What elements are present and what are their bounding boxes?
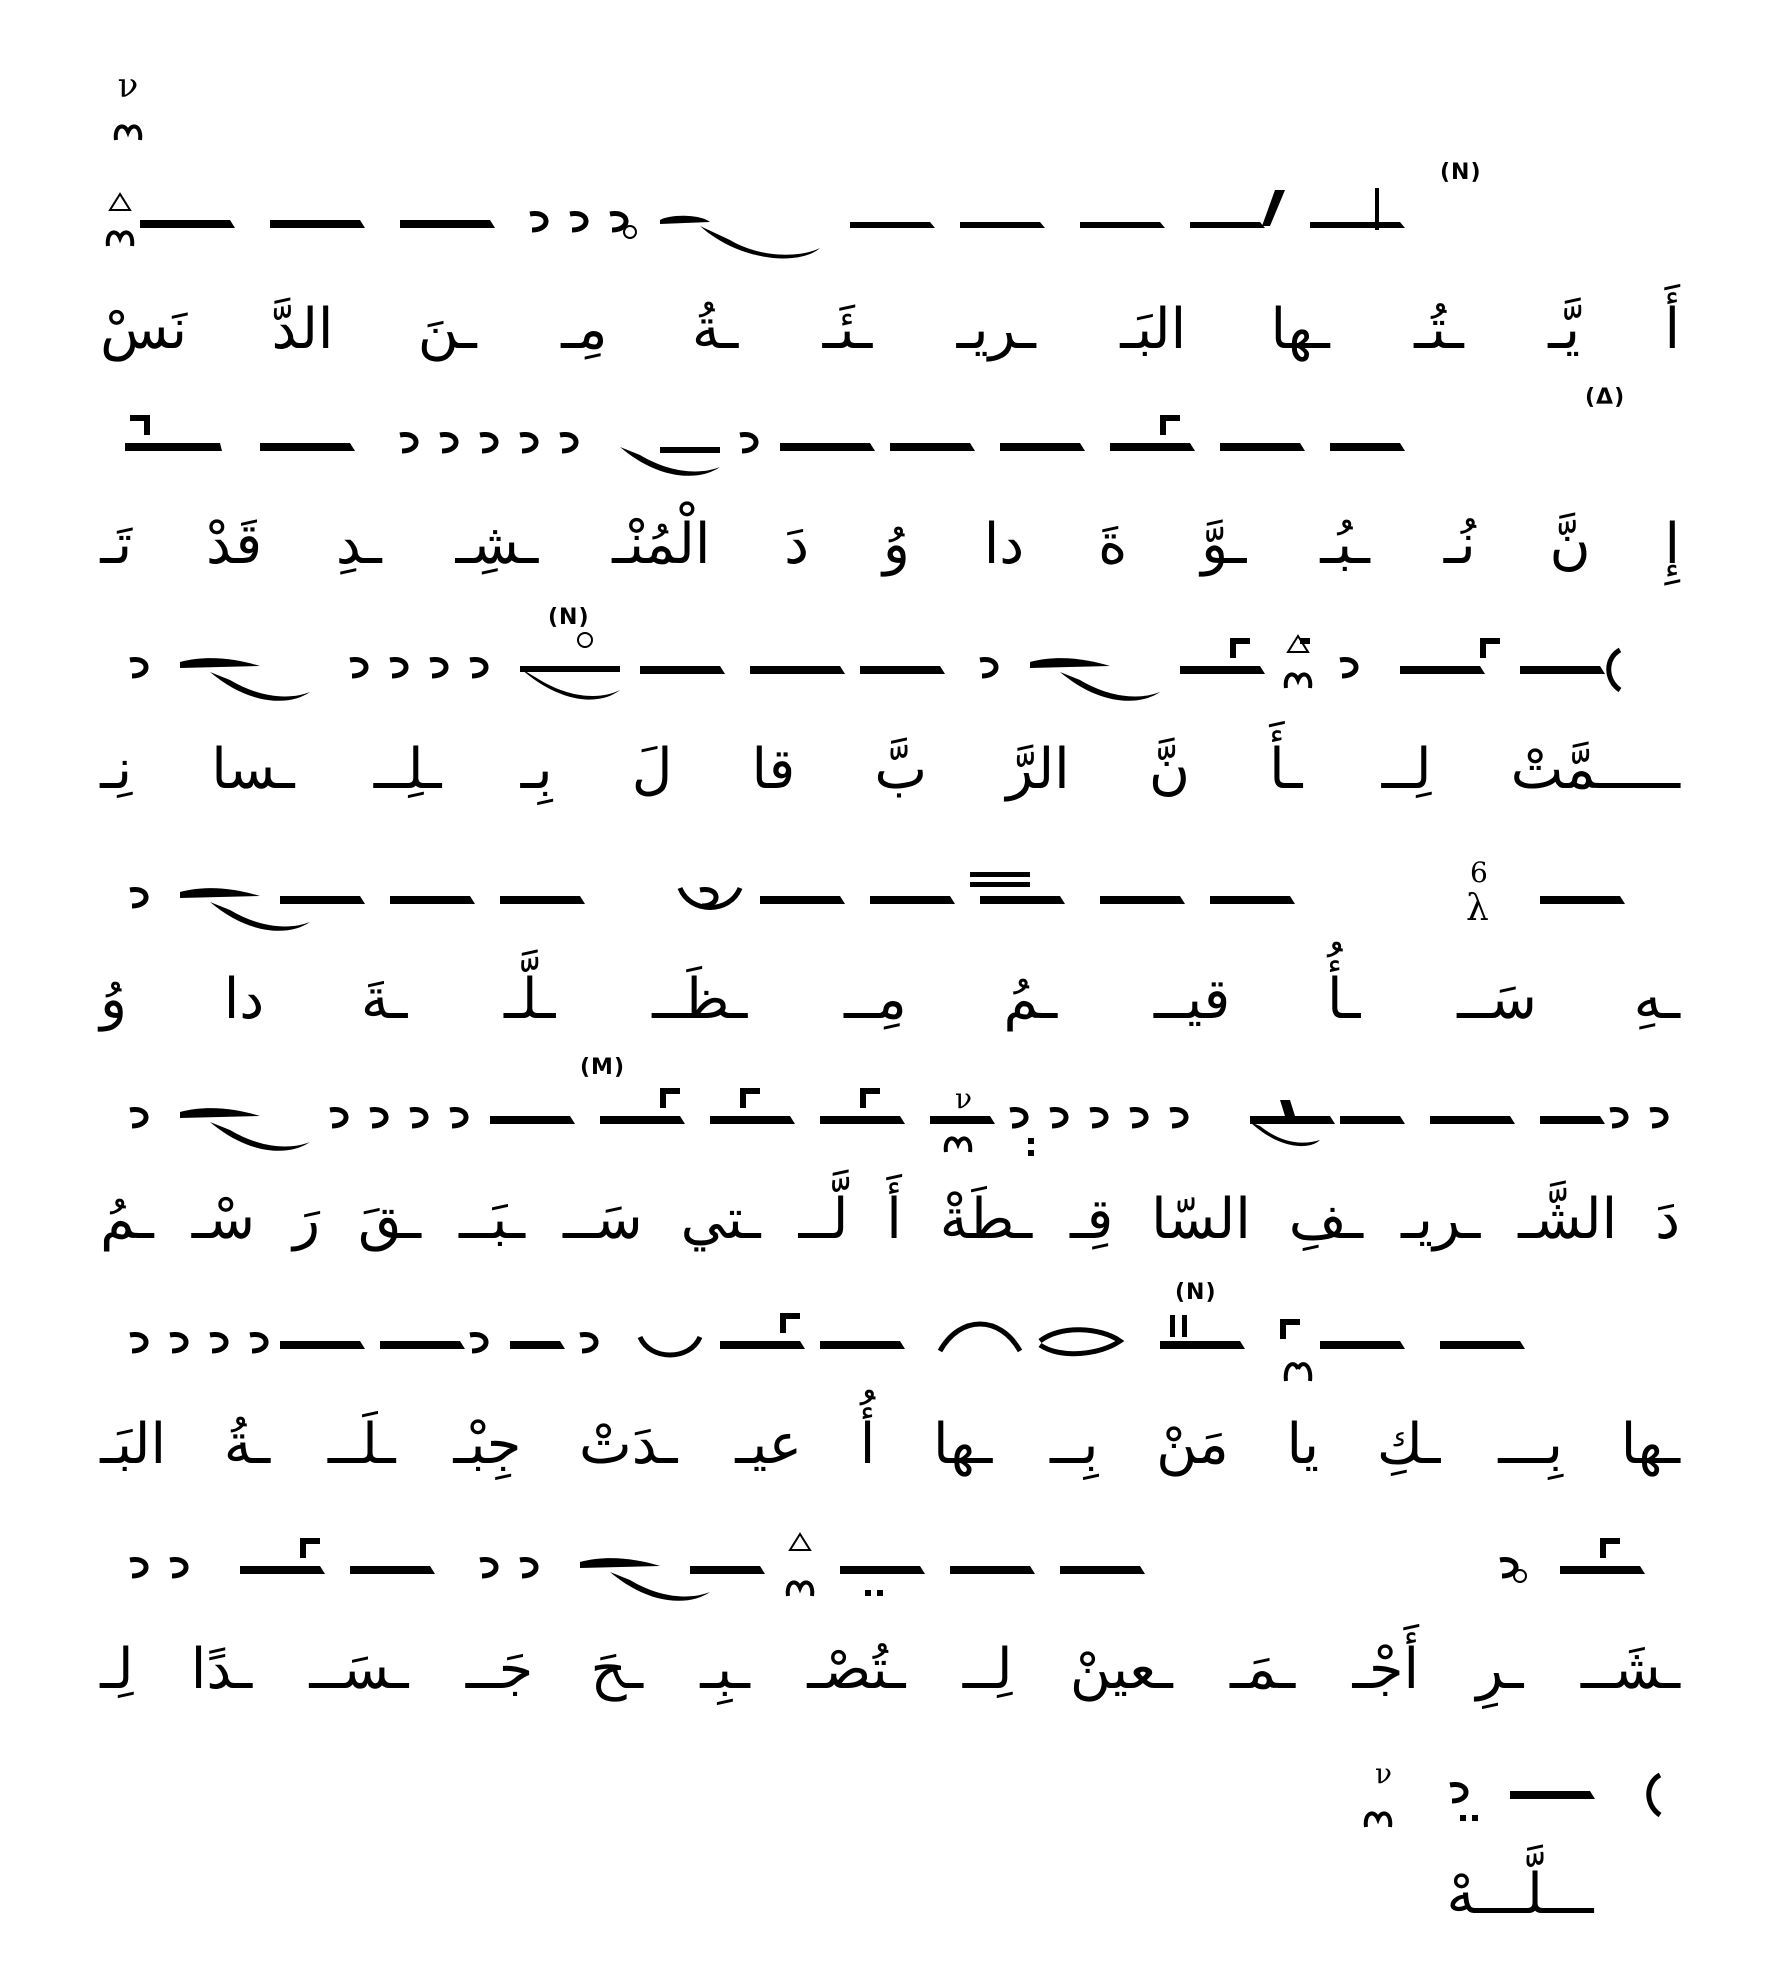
syllable: ـشِـ	[455, 512, 539, 577]
svg-text:6: 6	[1470, 856, 1488, 889]
syllable: بَّ	[874, 737, 928, 802]
lyrics-line-1	[100, 290, 1680, 370]
syllable: ـشَــ	[1580, 1637, 1680, 1702]
syllable: ـمُ	[100, 1187, 154, 1252]
syllable: سْـ	[191, 1187, 256, 1252]
syllable: لِــ	[962, 1637, 1013, 1702]
syllable: ـهِ	[1633, 967, 1680, 1032]
syllable: لَ	[631, 737, 673, 802]
syllable: ـمُ	[1003, 967, 1058, 1032]
lyrics-line-3	[100, 730, 1680, 810]
syllable: دا	[223, 967, 265, 1032]
syllable: نِـ	[100, 737, 133, 802]
syllable: ـلَــ	[327, 1412, 396, 1477]
lyrics-line-4	[100, 960, 1680, 1040]
syllable: ـريـ	[1400, 1187, 1481, 1252]
syllable: ـدًا	[190, 1637, 253, 1702]
syllable: قا	[751, 737, 796, 802]
syllable: تَـ	[100, 512, 133, 577]
mode-sign-line-8-icon	[1366, 1757, 1392, 1827]
syllable: ـدَتْ	[579, 1412, 678, 1477]
syllable: الرَّ	[1006, 737, 1070, 802]
syllable: ـلَّـ	[504, 967, 556, 1032]
syllable: ـفِ	[1288, 1187, 1364, 1252]
syllable: ـبَــ	[458, 1187, 526, 1252]
syllable: قَدْ	[205, 512, 263, 577]
syllable: ـبِـ	[700, 1637, 750, 1702]
lyrics-line-8	[1420, 1855, 1620, 1935]
syllable: ـةُ	[691, 297, 739, 362]
svg-text:λ: λ	[1466, 888, 1489, 929]
syllable: ـــلَّـــهْ	[1446, 1862, 1594, 1927]
mode-sign-line-1-icon	[108, 194, 133, 246]
syllable: عيـ	[735, 1412, 803, 1477]
lyrics-line-7	[100, 1630, 1680, 1710]
syllable: ـقَ	[357, 1187, 422, 1252]
syllable: ـئَـ	[822, 297, 873, 362]
martyria-mark-line-1: (N)	[1440, 160, 1482, 185]
martyria-mark-line-3: (N)	[548, 605, 590, 630]
syllable: قيــ	[1153, 967, 1231, 1032]
syllable: يَّـ	[1548, 297, 1581, 362]
martyria-mark-line-5: (M)	[580, 1055, 626, 1080]
syllable: ـتُصْـ	[807, 1637, 906, 1702]
syllable: ـسا	[211, 737, 295, 802]
syllable: مِـ	[561, 297, 608, 362]
syllable: ـكِ	[1376, 1412, 1441, 1477]
syllable: يا	[1286, 1412, 1320, 1477]
syllable: بِـــ	[1498, 1412, 1563, 1477]
lyrics-line-2	[100, 505, 1680, 585]
syllable: بِــ	[1050, 1412, 1099, 1477]
syllable: ـبُـ	[1320, 512, 1370, 577]
syllable: دا	[983, 512, 1025, 577]
mode-sign-line-7-icon	[788, 1534, 813, 1596]
syllable: أَ	[1664, 297, 1680, 362]
syllable: ـتُـ	[1414, 297, 1464, 362]
syllable: سَــ	[1457, 967, 1537, 1032]
syllable: إِ	[1664, 512, 1680, 577]
lyrics-line-6	[100, 1405, 1680, 1485]
syllable: ـةُ	[223, 1412, 271, 1477]
syllable: الشَّـ	[1518, 1187, 1618, 1252]
syllable: رَ	[292, 1187, 321, 1252]
syllable: جِبْـ	[453, 1412, 522, 1477]
svg-text:ν: ν	[955, 1082, 973, 1115]
mode-sign-line-4-icon	[1466, 856, 1489, 929]
syllable: دَ	[1655, 1187, 1680, 1252]
syllable: البَـ	[1120, 297, 1187, 362]
syllable: ـسَــ	[309, 1637, 409, 1702]
syllable: مَنْ	[1156, 1412, 1229, 1477]
syllable: ـمَـ	[1230, 1637, 1296, 1702]
mode-sign-glyph-icon	[108, 108, 148, 148]
syllable: ـها	[1270, 297, 1330, 362]
syllable: أَ	[886, 1187, 902, 1252]
syllable: دَ	[784, 512, 810, 577]
syllable: ـأُ	[1326, 967, 1361, 1032]
syllable: ـــــمَّتْ	[1510, 737, 1680, 802]
martyria-mark-line-6: (N)	[1175, 1280, 1217, 1305]
syllable: ـطَةْ	[939, 1187, 1033, 1252]
syllable: ـوَّ	[1201, 512, 1247, 577]
mode-sign-top	[108, 64, 148, 156]
syllable: ـرِ	[1476, 1637, 1524, 1702]
syllable: نَّ	[1148, 737, 1190, 802]
syllable: لِــ	[1381, 737, 1432, 802]
syllable: ـعينْ	[1069, 1637, 1173, 1702]
syllable: ـها	[1620, 1412, 1680, 1477]
syllable: ـها	[933, 1412, 993, 1477]
syllable: ـريـ	[956, 297, 1036, 362]
mode-sign-line-6-icon	[1286, 1364, 1311, 1381]
syllable: الْمُنْـ	[612, 512, 711, 577]
syllable: ـدِ	[335, 512, 382, 577]
syllable: أُ	[859, 1412, 876, 1477]
syllable: نُـ	[1443, 512, 1476, 577]
syllable: البَـ	[100, 1412, 167, 1477]
syllable: مِــ	[843, 967, 907, 1032]
syllable: الدَّ	[271, 297, 334, 362]
syllable: سَــ	[562, 1187, 643, 1252]
syllable: ـظَــ	[652, 967, 748, 1032]
syllable: السّا	[1151, 1187, 1251, 1252]
syllable: نَسْ	[100, 297, 188, 362]
syllable: ـحَ	[590, 1637, 644, 1702]
syllable: ـتي	[680, 1187, 761, 1252]
syllable: قِـ	[1070, 1187, 1114, 1252]
syllable: ـلِــ	[373, 737, 442, 802]
syllable: وُ	[882, 512, 910, 577]
svg-text:ν: ν	[1375, 1757, 1393, 1790]
lyrics-line-5	[100, 1180, 1680, 1260]
syllable: بِـ	[520, 737, 553, 802]
syllable: ةَ	[1098, 512, 1128, 577]
mode-sign-letter: ν	[117, 66, 139, 106]
syllable: جَــ	[465, 1637, 534, 1702]
martyria-mark-line-2: (Δ)	[1585, 385, 1626, 410]
syllable: أَجْـ	[1352, 1637, 1420, 1702]
syllable: ـنَ	[417, 297, 477, 362]
syllable: لِـ	[100, 1637, 134, 1702]
syllable: ـأَ	[1269, 737, 1303, 802]
syllable: ـةَ	[360, 967, 408, 1032]
syllable: نَّ	[1549, 512, 1591, 577]
syllable: لَّــ	[798, 1187, 849, 1252]
syllable: وُ	[100, 967, 128, 1032]
